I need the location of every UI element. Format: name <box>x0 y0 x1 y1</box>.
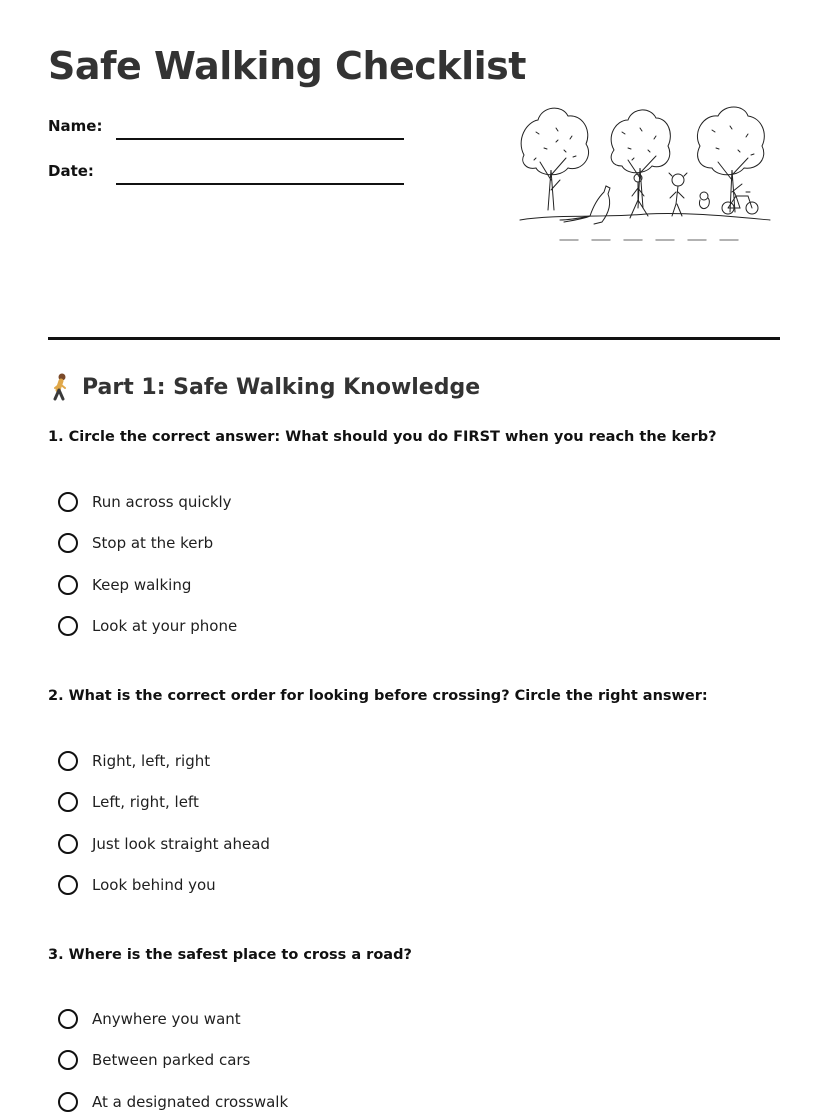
answer-option[interactable] <box>58 751 210 771</box>
date-field[interactable] <box>116 183 404 185</box>
answer-label: Stop at the kerb <box>92 534 214 552</box>
section-heading <box>48 373 480 401</box>
answer-label: Look behind you <box>92 876 216 894</box>
answer-option[interactable] <box>58 1092 288 1112</box>
section-divider <box>48 337 780 340</box>
answer-circle[interactable] <box>58 792 78 812</box>
answer-label: Left, right, left <box>92 793 199 811</box>
name-field[interactable] <box>116 138 404 140</box>
answer-option[interactable] <box>58 1050 250 1070</box>
question-1-text: 1. Circle the correct answer: What should you do FIRST when you reach the kerb? <box>48 429 717 445</box>
answer-circle[interactable] <box>58 1092 78 1112</box>
answer-label: Anywhere you want <box>92 1010 241 1028</box>
answer-label: Just look straight ahead <box>92 835 270 853</box>
section-title: Part 1: Safe Walking Knowledge <box>82 374 481 400</box>
name-label: Name: <box>48 117 103 135</box>
answer-label: Look at your phone <box>92 617 238 635</box>
question-3-text: 3. Where is the safest place to cross a road? <box>48 947 412 963</box>
park-walking-scene-illustration <box>516 100 774 246</box>
answer-option[interactable] <box>58 792 199 812</box>
answer-circle[interactable] <box>58 492 78 512</box>
answer-label: Keep walking <box>92 576 192 594</box>
worksheet-title: Safe Walking Checklist <box>48 44 526 88</box>
answer-label: Between parked cars <box>92 1051 251 1069</box>
answer-option[interactable] <box>58 1009 241 1029</box>
question-2-text: 2. What is the correct order for looking before crossing? Circle the right answer: <box>48 688 708 704</box>
answer-circle[interactable] <box>58 533 78 553</box>
answer-option[interactable] <box>58 875 216 895</box>
answer-option[interactable] <box>58 616 237 636</box>
answer-circle[interactable] <box>58 834 78 854</box>
answer-circle[interactable] <box>58 751 78 771</box>
answer-option[interactable] <box>58 533 213 553</box>
answer-circle[interactable] <box>58 1009 78 1029</box>
answer-option[interactable] <box>58 492 232 512</box>
answer-label: At a designated crosswalk <box>92 1093 289 1111</box>
answer-circle[interactable] <box>58 575 78 595</box>
person-walking-icon <box>48 373 74 401</box>
answer-option[interactable] <box>58 575 191 595</box>
answer-label: Run across quickly <box>92 493 232 511</box>
answer-circle[interactable] <box>58 1050 78 1070</box>
answer-circle[interactable] <box>58 616 78 636</box>
answer-circle[interactable] <box>58 875 78 895</box>
answer-option[interactable] <box>58 834 270 854</box>
answer-label: Right, left, right <box>92 752 211 770</box>
date-label: Date: <box>48 162 94 180</box>
